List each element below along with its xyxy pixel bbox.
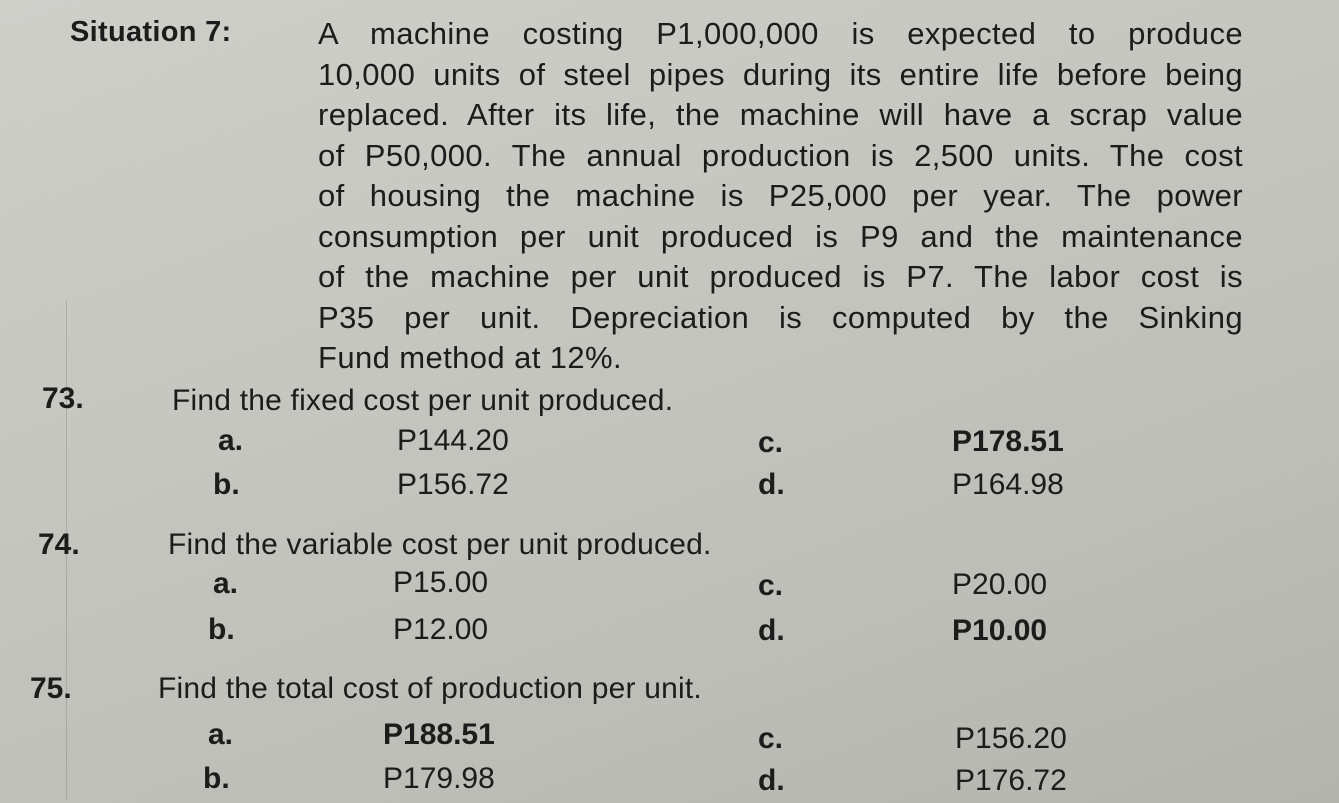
option-value-c: P178.51 bbox=[952, 425, 1064, 458]
question-number: 73. bbox=[42, 382, 84, 415]
question-text: Find the fixed cost per unit produced. bbox=[172, 384, 674, 417]
situation-line: of the machine per unit produced is P7. The labor cost is bbox=[318, 259, 1243, 294]
option-value-d: P176.72 bbox=[955, 764, 1067, 797]
option-letter-a: a. bbox=[208, 718, 234, 751]
option-letter-d: d. bbox=[758, 468, 785, 501]
option-letter-c: c. bbox=[758, 426, 784, 459]
option-value-b: P12.00 bbox=[393, 613, 489, 646]
situation-line: replaced. After its life, the machine will have a scrap value bbox=[318, 97, 1243, 132]
option-letter-c: c. bbox=[758, 569, 784, 602]
option-value-c: P20.00 bbox=[952, 568, 1048, 601]
situation-line: A machine costing P1,000,000 is expected to produce bbox=[318, 16, 1243, 51]
situation-text bbox=[318, 14, 1248, 379]
question-text: Find the variable cost per unit produced. bbox=[168, 528, 712, 561]
option-letter-a: a. bbox=[218, 424, 244, 457]
situation-line: of P50,000. The annual production is 2,500 units. The cost bbox=[318, 137, 1243, 173]
option-letter-b: b. bbox=[203, 762, 230, 795]
option-value-a: P144.20 bbox=[397, 424, 509, 457]
situation-line: P35 per unit. Depreciation is computed by the Sinking bbox=[318, 299, 1243, 335]
option-value-b: P156.72 bbox=[397, 468, 509, 501]
question-number: 75. bbox=[30, 672, 72, 705]
situation-line: consumption per unit produced is P9 and the maintenance bbox=[318, 218, 1243, 254]
situation-line: 10,000 units of steel pipes during its entire life before being bbox=[318, 56, 1243, 92]
option-letter-a: a. bbox=[213, 567, 239, 600]
option-letter-d: d. bbox=[758, 614, 785, 647]
option-value-d: P10.00 bbox=[952, 614, 1048, 647]
option-letter-d: d. bbox=[758, 764, 785, 797]
option-value-d: P164.98 bbox=[952, 468, 1064, 501]
situation-label: Situation 7: bbox=[70, 16, 232, 48]
option-letter-b: b. bbox=[208, 613, 235, 646]
option-value-b: P179.98 bbox=[383, 762, 495, 795]
option-letter-b: b. bbox=[213, 468, 240, 501]
option-value-c: P156.20 bbox=[955, 722, 1067, 755]
option-value-a: P15.00 bbox=[393, 566, 489, 599]
situation-line: Fund method at 12%. bbox=[318, 340, 623, 375]
situation-line: of housing the machine is P25,000 per year. The power bbox=[318, 178, 1243, 213]
question-text: Find the total cost of production per unit. bbox=[158, 672, 702, 705]
question-number: 74. bbox=[38, 528, 80, 561]
option-letter-c: c. bbox=[758, 722, 784, 755]
option-value-a: P188.51 bbox=[383, 718, 495, 751]
